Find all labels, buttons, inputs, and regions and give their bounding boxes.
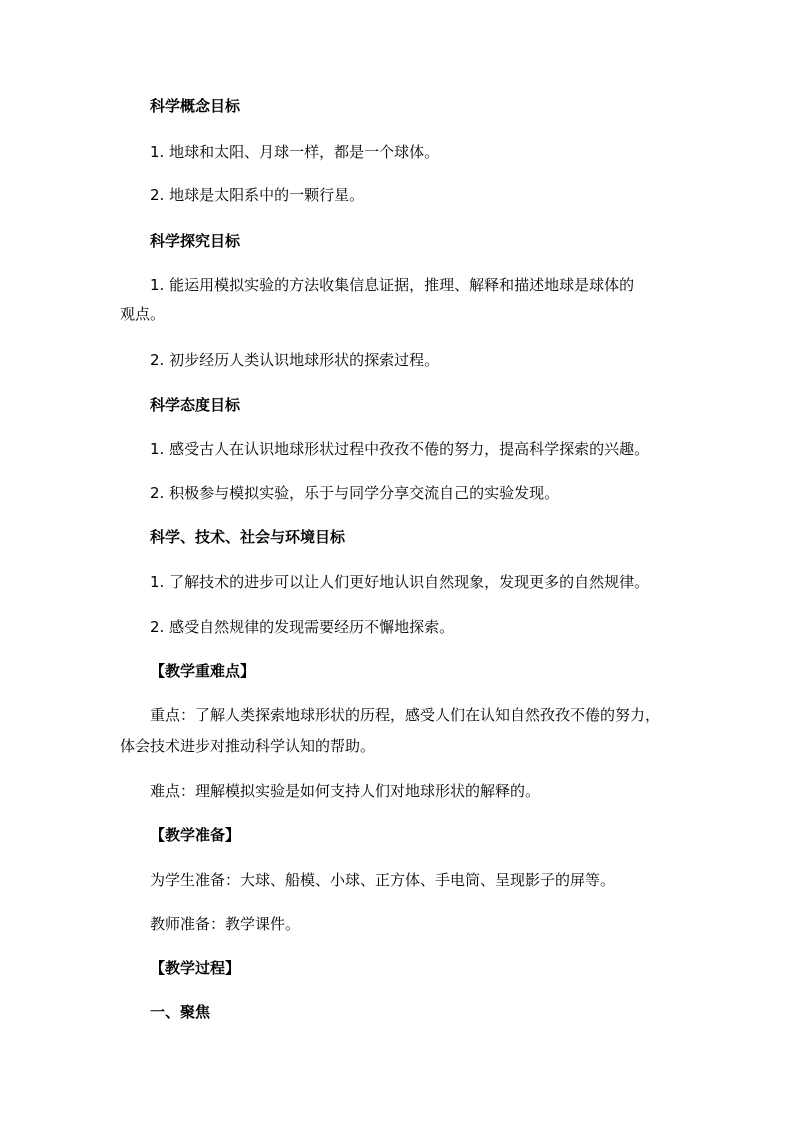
heading-science-attitude-goals: 科学态度目标 [150, 396, 241, 414]
concept-goal-2: 2. 地球是太阳系中的一颗行星。 [150, 186, 365, 204]
difficult-point-text: 难点：理解模拟实验是如何支持人们对地球形状的解释的。 [150, 782, 541, 800]
concept-goal-1: 1. 地球和太阳、月球一样，都是一个球体。 [150, 143, 440, 161]
student-preparation-text: 为学生准备：大球、船模、小球、正方体、手电筒、呈现影子的屏等。 [150, 871, 616, 889]
section-focus-heading: 一、聚焦 [150, 1003, 211, 1021]
attitude-goal-2: 2. 积极参与模拟实验，乐于与同学分享交流自己的实验发现。 [150, 484, 560, 502]
heading-teaching-preparation: 【教学准备】 [150, 826, 241, 844]
heading-teaching-process: 【教学过程】 [150, 959, 241, 977]
key-point-text: 重点：了解人类探索地球形状的历程，感受人们在认知自然孜孜不倦的努力， [150, 706, 661, 724]
key-point-text-continued: 体会技术进步对推动科学认知的帮助。 [120, 737, 376, 755]
inquiry-goal-1-continued: 观点。 [120, 305, 166, 323]
heading-science-concept-goals: 科学概念目标 [150, 97, 241, 115]
teacher-preparation-text: 教师准备：教学课件。 [150, 915, 301, 933]
attitude-goal-1: 1. 感受古人在认识地球形状过程中孜孜不倦的努力，提高科学探索的兴趣。 [150, 440, 650, 458]
inquiry-goal-1: 1. 能运用模拟实验的方法收集信息证据，推理、解释和描述地球是球体的 [150, 276, 635, 294]
stse-goal-1: 1. 了解技术的进步可以让人们更好地认识自然现象，发现更多的自然规律。 [150, 573, 650, 591]
heading-key-difficult-points: 【教学重难点】 [150, 662, 256, 680]
heading-science-inquiry-goals: 科学探究目标 [150, 232, 241, 250]
heading-stse-goals: 科学、技术、社会与环境目标 [150, 528, 346, 546]
stse-goal-2: 2. 感受自然规律的发现需要经历不懈地探索。 [150, 618, 455, 636]
inquiry-goal-2: 2. 初步经历人类认识地球形状的探索过程。 [150, 351, 440, 369]
